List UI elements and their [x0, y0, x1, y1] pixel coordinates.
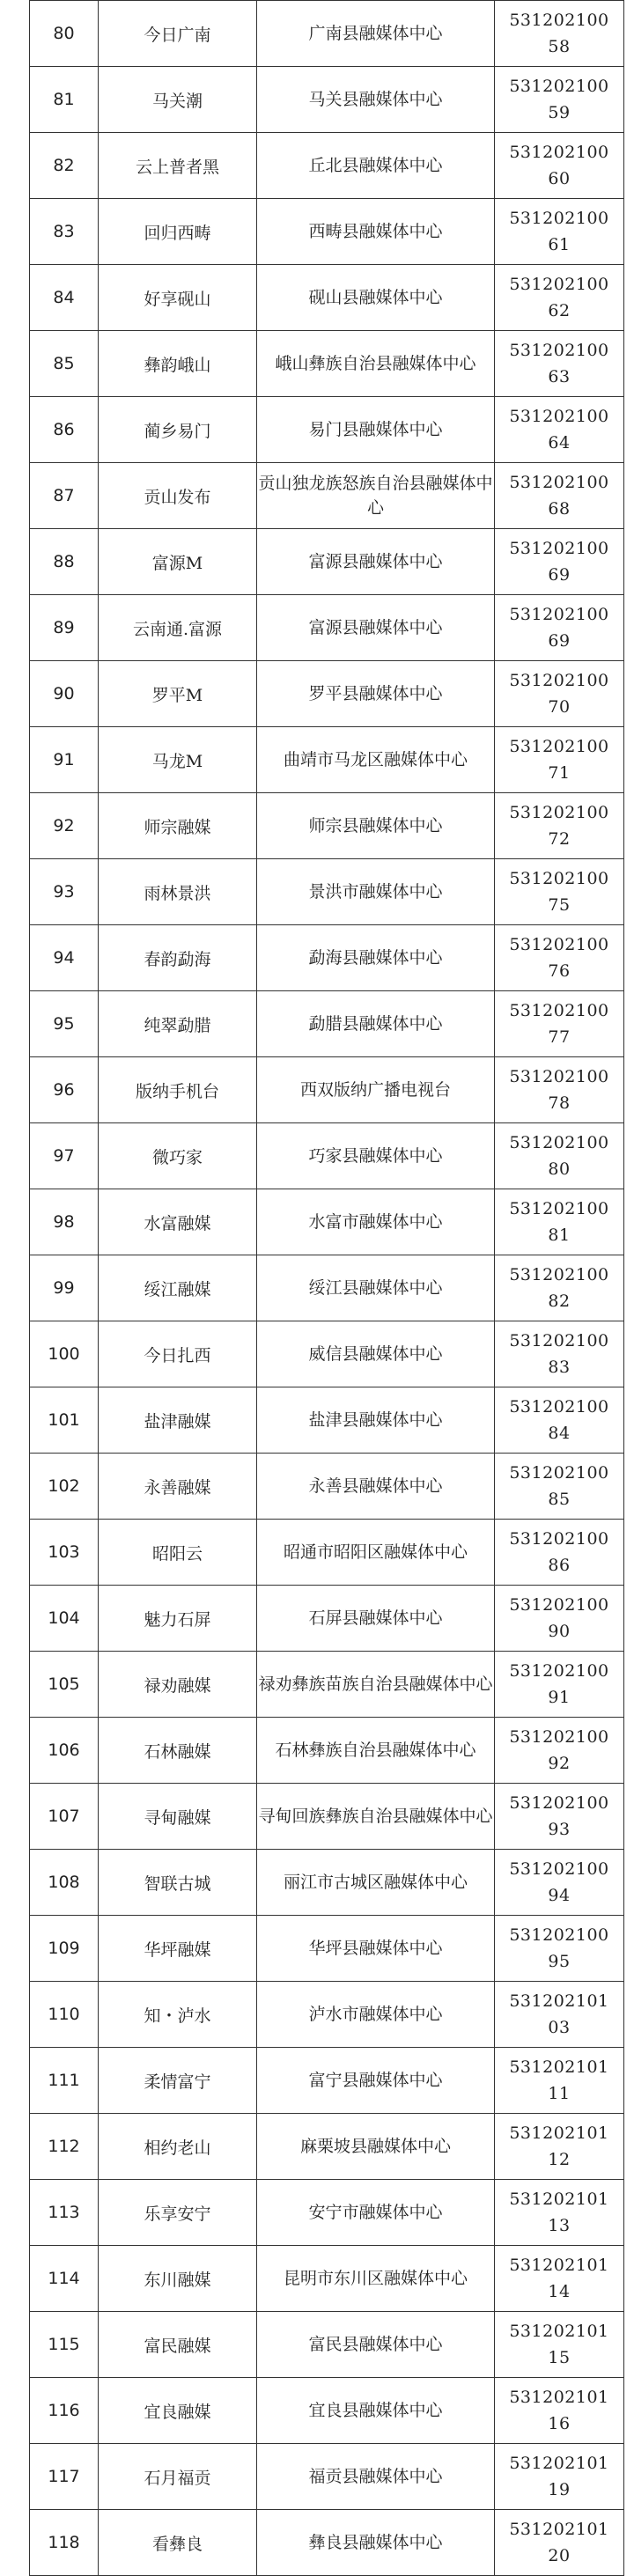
registration-code-line-1: 531202100 — [509, 341, 609, 360]
table-row — [30, 1123, 624, 1189]
table-row — [30, 1520, 624, 1586]
registration-code-line-2: 90 — [548, 1622, 571, 1641]
organization-name: 麻栗坡县融媒体中心 — [257, 2114, 495, 2180]
registration-code — [495, 1387, 624, 1454]
organization-name: 盐津县融媒体中心 — [257, 1387, 495, 1454]
row-number: 111 — [30, 2048, 99, 2114]
registration-code — [495, 1850, 624, 1916]
app-name: 绥江融媒 — [99, 1255, 257, 1321]
row-number: 97 — [30, 1123, 99, 1189]
table-row — [30, 2378, 624, 2444]
registration-code-line-2: 81 — [548, 1225, 571, 1245]
table-row — [30, 2180, 624, 2246]
row-number: 90 — [30, 661, 99, 727]
table-row — [30, 1586, 624, 1652]
app-name: 宜良融媒 — [99, 2378, 257, 2444]
row-number: 102 — [30, 1454, 99, 1520]
table-row — [30, 463, 624, 529]
organization-name: 曲靖市马龙区融媒体中心 — [257, 727, 495, 793]
registration-code-line-1: 531202100 — [509, 1199, 609, 1218]
table-row — [30, 1, 624, 67]
table-row — [30, 1321, 624, 1387]
organization-name: 水富市融媒体中心 — [257, 1189, 495, 1255]
registration-code-line-1: 531202100 — [509, 803, 609, 822]
row-number: 115 — [30, 2312, 99, 2378]
registration-code-line-2: 71 — [548, 763, 571, 783]
organization-name: 富民县融媒体中心 — [257, 2312, 495, 2378]
registration-code — [495, 1, 624, 67]
row-number: 91 — [30, 727, 99, 793]
app-name: 云上普者黑 — [99, 133, 257, 199]
app-name: 魅力石屏 — [99, 1586, 257, 1652]
row-number: 99 — [30, 1255, 99, 1321]
registration-code-line-1: 531202100 — [509, 1265, 609, 1284]
organization-name: 景洪市融媒体中心 — [257, 859, 495, 925]
registration-code-line-2: 20 — [548, 2546, 571, 2565]
row-number: 84 — [30, 265, 99, 331]
registration-code-line-2: 11 — [548, 2084, 571, 2103]
organization-name: 寻甸回族彝族自治县融媒体中心 — [257, 1784, 495, 1850]
app-name: 春韵勐海 — [99, 925, 257, 991]
registration-code — [495, 1784, 624, 1850]
organization-name: 石屏县融媒体中心 — [257, 1586, 495, 1652]
row-number: 88 — [30, 529, 99, 595]
row-number: 96 — [30, 1057, 99, 1123]
registration-code — [495, 1916, 624, 1982]
registration-code-line-1: 531202100 — [509, 143, 609, 162]
table-row — [30, 2114, 624, 2180]
app-name: 昭阳云 — [99, 1520, 257, 1586]
registration-code — [495, 1652, 624, 1718]
organization-name: 勐海县融媒体中心 — [257, 925, 495, 991]
registration-code-line-2: 69 — [548, 631, 571, 651]
table-row — [30, 991, 624, 1057]
registration-code-line-2: 16 — [548, 2414, 571, 2433]
registration-code-line-1: 531202100 — [509, 209, 609, 228]
registry-table — [29, 0, 624, 2576]
registration-code-line-2: 59 — [548, 103, 571, 122]
registration-code-line-2: 84 — [548, 1424, 571, 1443]
app-name: 回归西畴 — [99, 199, 257, 265]
registration-code — [495, 991, 624, 1057]
table-row — [30, 595, 624, 661]
organization-name: 泸水市融媒体中心 — [257, 1982, 495, 2048]
registration-code-line-1: 531202101 — [509, 2520, 609, 2539]
table-row — [30, 265, 624, 331]
registration-code-line-2: 80 — [548, 1159, 571, 1179]
registration-code-line-2: 72 — [548, 829, 571, 849]
row-number: 118 — [30, 2510, 99, 2576]
app-name: 雨林景洪 — [99, 859, 257, 925]
registration-code-line-2: 15 — [548, 2348, 571, 2367]
organization-name: 易门县融媒体中心 — [257, 397, 495, 463]
row-number: 80 — [30, 1, 99, 67]
registration-code — [495, 793, 624, 859]
registration-code — [495, 661, 624, 727]
registration-code-line-2: 76 — [548, 961, 571, 981]
app-name: 马关潮 — [99, 67, 257, 133]
table-row — [30, 2048, 624, 2114]
app-name: 石月福贡 — [99, 2444, 257, 2510]
registration-code — [495, 1057, 624, 1123]
organization-name: 勐腊县融媒体中心 — [257, 991, 495, 1057]
row-number: 92 — [30, 793, 99, 859]
app-name: 寻甸融媒 — [99, 1784, 257, 1850]
row-number: 101 — [30, 1387, 99, 1454]
registration-code-line-1: 531202101 — [509, 2190, 609, 2209]
app-name: 知・泸水 — [99, 1982, 257, 2048]
table-row — [30, 199, 624, 265]
row-number: 87 — [30, 463, 99, 529]
registration-code-line-2: 75 — [548, 895, 571, 915]
registration-code-line-2: 61 — [548, 235, 571, 254]
app-name: 柔情富宁 — [99, 2048, 257, 2114]
registration-code-line-1: 531202100 — [509, 1727, 609, 1747]
registration-code-line-2: 12 — [548, 2150, 571, 2169]
registration-code — [495, 1189, 624, 1255]
registration-code-line-2: 14 — [548, 2282, 571, 2301]
registry-table-body — [30, 1, 624, 2576]
app-name: 东川融媒 — [99, 2246, 257, 2312]
app-name: 乐享安宁 — [99, 2180, 257, 2246]
registration-code-line-1: 531202100 — [509, 935, 609, 954]
row-number: 110 — [30, 1982, 99, 2048]
registration-code-line-1: 531202100 — [509, 1793, 609, 1813]
registration-code-line-2: 03 — [548, 2018, 571, 2037]
app-name: 今日广南 — [99, 1, 257, 67]
app-name: 好享砚山 — [99, 265, 257, 331]
registration-code-line-1: 531202100 — [509, 11, 609, 30]
organization-name: 永善县融媒体中心 — [257, 1454, 495, 1520]
app-name: 云南通.富源 — [99, 595, 257, 661]
row-number: 105 — [30, 1652, 99, 1718]
row-number: 83 — [30, 199, 99, 265]
registration-code-line-2: 70 — [548, 697, 571, 717]
registration-code-line-2: 83 — [548, 1358, 571, 1377]
registration-code-line-1: 531202101 — [509, 1991, 609, 2011]
registration-code-line-1: 531202100 — [509, 1925, 609, 1945]
registration-code — [495, 2180, 624, 2246]
organization-name: 师宗县融媒体中心 — [257, 793, 495, 859]
registration-code — [495, 2378, 624, 2444]
organization-name: 西畴县融媒体中心 — [257, 199, 495, 265]
row-number: 89 — [30, 595, 99, 661]
registration-code-line-1: 531202101 — [509, 2057, 609, 2077]
table-row — [30, 2444, 624, 2510]
registration-code-line-1: 531202100 — [509, 605, 609, 624]
row-number: 107 — [30, 1784, 99, 1850]
registration-code — [495, 2312, 624, 2378]
table-row — [30, 2510, 624, 2576]
organization-name: 马关县融媒体中心 — [257, 67, 495, 133]
registration-code — [495, 1321, 624, 1387]
registration-code — [495, 727, 624, 793]
registration-code-line-1: 531202100 — [509, 1859, 609, 1879]
registration-code-line-1: 531202100 — [509, 77, 609, 96]
row-number: 106 — [30, 1718, 99, 1784]
app-name: 马龙M — [99, 727, 257, 793]
organization-name: 西双版纳广播电视台 — [257, 1057, 495, 1123]
organization-name: 华坪县融媒体中心 — [257, 1916, 495, 1982]
table-row — [30, 133, 624, 199]
app-name: 贡山发布 — [99, 463, 257, 529]
app-name: 石林融媒 — [99, 1718, 257, 1784]
row-number: 108 — [30, 1850, 99, 1916]
registration-code — [495, 463, 624, 529]
registration-code-line-2: 77 — [548, 1027, 571, 1047]
registration-code — [495, 1520, 624, 1586]
app-name: 相约老山 — [99, 2114, 257, 2180]
app-name: 微巧家 — [99, 1123, 257, 1189]
organization-name: 福贡县融媒体中心 — [257, 2444, 495, 2510]
registration-code — [495, 397, 624, 463]
registration-code-line-1: 531202100 — [509, 473, 609, 492]
registration-code-line-2: 82 — [548, 1292, 571, 1311]
organization-name: 石林彝族自治县融媒体中心 — [257, 1718, 495, 1784]
table-row — [30, 1454, 624, 1520]
registration-code-line-1: 531202100 — [509, 1661, 609, 1681]
registration-code-line-2: 68 — [548, 499, 571, 519]
row-number: 112 — [30, 2114, 99, 2180]
registration-code-line-2: 69 — [548, 565, 571, 585]
registration-code-line-2: 58 — [548, 37, 571, 56]
organization-name: 砚山县融媒体中心 — [257, 265, 495, 331]
organization-name: 罗平县融媒体中心 — [257, 661, 495, 727]
app-name: 彝韵峨山 — [99, 331, 257, 397]
registration-code-line-1: 531202100 — [509, 1397, 609, 1417]
organization-name: 峨山彝族自治县融媒体中心 — [257, 331, 495, 397]
table-row — [30, 1652, 624, 1718]
app-name: 盐津融媒 — [99, 1387, 257, 1454]
table-row — [30, 397, 624, 463]
app-name: 富源M — [99, 529, 257, 595]
table-row — [30, 925, 624, 991]
registration-code-line-2: 63 — [548, 367, 571, 386]
registration-code — [495, 1718, 624, 1784]
app-name: 纯翠勐腊 — [99, 991, 257, 1057]
registration-code-line-2: 64 — [548, 433, 571, 453]
organization-name: 安宁市融媒体中心 — [257, 2180, 495, 2246]
organization-name: 富源县融媒体中心 — [257, 529, 495, 595]
registration-code-line-1: 531202100 — [509, 869, 609, 888]
registration-code-line-1: 531202100 — [509, 1595, 609, 1615]
table-row — [30, 727, 624, 793]
registration-code-line-1: 531202100 — [509, 1067, 609, 1086]
app-name: 罗平M — [99, 661, 257, 727]
registration-code-line-1: 531202100 — [509, 1001, 609, 1020]
row-number: 86 — [30, 397, 99, 463]
app-name: 今日扎西 — [99, 1321, 257, 1387]
registration-code — [495, 1255, 624, 1321]
table-row — [30, 2246, 624, 2312]
table-row — [30, 1255, 624, 1321]
registration-code-line-1: 531202100 — [509, 737, 609, 756]
organization-name: 广南县融媒体中心 — [257, 1, 495, 67]
app-name: 禄劝融媒 — [99, 1652, 257, 1718]
app-name: 水富融媒 — [99, 1189, 257, 1255]
organization-name: 富宁县融媒体中心 — [257, 2048, 495, 2114]
registration-code — [495, 1586, 624, 1652]
registration-code — [495, 2510, 624, 2576]
registration-code — [495, 265, 624, 331]
app-name: 版纳手机台 — [99, 1057, 257, 1123]
app-name: 师宗融媒 — [99, 793, 257, 859]
registration-code-line-1: 531202101 — [509, 2322, 609, 2341]
row-number: 116 — [30, 2378, 99, 2444]
table-row — [30, 1850, 624, 1916]
registration-code-line-2: 62 — [548, 301, 571, 320]
registration-code-line-2: 85 — [548, 1490, 571, 1509]
registration-code — [495, 595, 624, 661]
registration-code-line-2: 95 — [548, 1952, 571, 1971]
app-name: 蔺乡易门 — [99, 397, 257, 463]
registration-code-line-2: 92 — [548, 1754, 571, 1773]
table-row — [30, 859, 624, 925]
row-number: 103 — [30, 1520, 99, 1586]
registration-code-line-1: 531202100 — [509, 1133, 609, 1152]
row-number: 85 — [30, 331, 99, 397]
organization-name: 昆明市东川区融媒体中心 — [257, 2246, 495, 2312]
organization-name: 巧家县融媒体中心 — [257, 1123, 495, 1189]
row-number: 98 — [30, 1189, 99, 1255]
registration-code-line-1: 531202100 — [509, 539, 609, 558]
app-name: 永善融媒 — [99, 1454, 257, 1520]
table-row — [30, 1982, 624, 2048]
table-row — [30, 2312, 624, 2378]
row-number: 93 — [30, 859, 99, 925]
app-name: 看彝良 — [99, 2510, 257, 2576]
registration-code — [495, 2444, 624, 2510]
registration-code-line-1: 531202100 — [509, 671, 609, 690]
table-row — [30, 1916, 624, 1982]
registration-code — [495, 133, 624, 199]
registration-code-line-1: 531202100 — [509, 407, 609, 426]
registration-code — [495, 1123, 624, 1189]
registration-code-line-1: 531202100 — [509, 275, 609, 294]
registration-code — [495, 859, 624, 925]
registration-code-line-2: 93 — [548, 1820, 571, 1839]
registration-code — [495, 67, 624, 133]
organization-name: 彝良县融媒体中心 — [257, 2510, 495, 2576]
table-row — [30, 1387, 624, 1454]
registration-code — [495, 925, 624, 991]
organization-name: 禄劝彝族苗族自治县融媒体中心 — [257, 1652, 495, 1718]
registration-code — [495, 1982, 624, 2048]
organization-name: 宜良县融媒体中心 — [257, 2378, 495, 2444]
row-number: 81 — [30, 67, 99, 133]
row-number: 109 — [30, 1916, 99, 1982]
app-name: 华坪融媒 — [99, 1916, 257, 1982]
organization-name: 富源县融媒体中心 — [257, 595, 495, 661]
organization-name: 贡山独龙族怒族自治县融媒体中心 — [257, 463, 495, 529]
app-name: 智联古城 — [99, 1850, 257, 1916]
registration-code — [495, 2114, 624, 2180]
organization-name: 威信县融媒体中心 — [257, 1321, 495, 1387]
registration-code — [495, 2246, 624, 2312]
registration-code-line-1: 531202100 — [509, 1529, 609, 1549]
table-row — [30, 67, 624, 133]
organization-name: 昭通市昭阳区融媒体中心 — [257, 1520, 495, 1586]
registration-code-line-2: 91 — [548, 1688, 571, 1707]
table-row — [30, 1784, 624, 1850]
registration-code — [495, 199, 624, 265]
row-number: 95 — [30, 991, 99, 1057]
row-number: 114 — [30, 2246, 99, 2312]
table-row — [30, 1057, 624, 1123]
organization-name: 丘北县融媒体中心 — [257, 133, 495, 199]
table-row — [30, 793, 624, 859]
row-number: 104 — [30, 1586, 99, 1652]
registration-code-line-2: 13 — [548, 2216, 571, 2235]
row-number: 94 — [30, 925, 99, 991]
table-row — [30, 529, 624, 595]
registration-code-line-1: 531202100 — [509, 1331, 609, 1351]
table-row — [30, 1718, 624, 1784]
row-number: 82 — [30, 133, 99, 199]
registration-code-line-1: 531202101 — [509, 2256, 609, 2275]
registration-code — [495, 331, 624, 397]
organization-name: 绥江县融媒体中心 — [257, 1255, 495, 1321]
registration-code-line-2: 94 — [548, 1886, 571, 1905]
table-row — [30, 661, 624, 727]
table-row — [30, 331, 624, 397]
registration-code — [495, 529, 624, 595]
row-number: 113 — [30, 2180, 99, 2246]
app-name: 富民融媒 — [99, 2312, 257, 2378]
registration-code — [495, 2048, 624, 2114]
registration-code — [495, 1454, 624, 1520]
row-number: 100 — [30, 1321, 99, 1387]
registration-code-line-1: 531202101 — [509, 2123, 609, 2143]
organization-name: 丽江市古城区融媒体中心 — [257, 1850, 495, 1916]
table-row — [30, 1189, 624, 1255]
registration-code-line-2: 86 — [548, 1556, 571, 1575]
row-number: 117 — [30, 2444, 99, 2510]
registration-code-line-1: 531202101 — [509, 2454, 609, 2473]
registration-code-line-2: 19 — [548, 2480, 571, 2499]
registration-code-line-2: 78 — [548, 1093, 571, 1113]
registration-code-line-2: 60 — [548, 169, 571, 188]
registration-code-line-1: 531202101 — [509, 2388, 609, 2407]
registration-code-line-1: 531202100 — [509, 1463, 609, 1483]
